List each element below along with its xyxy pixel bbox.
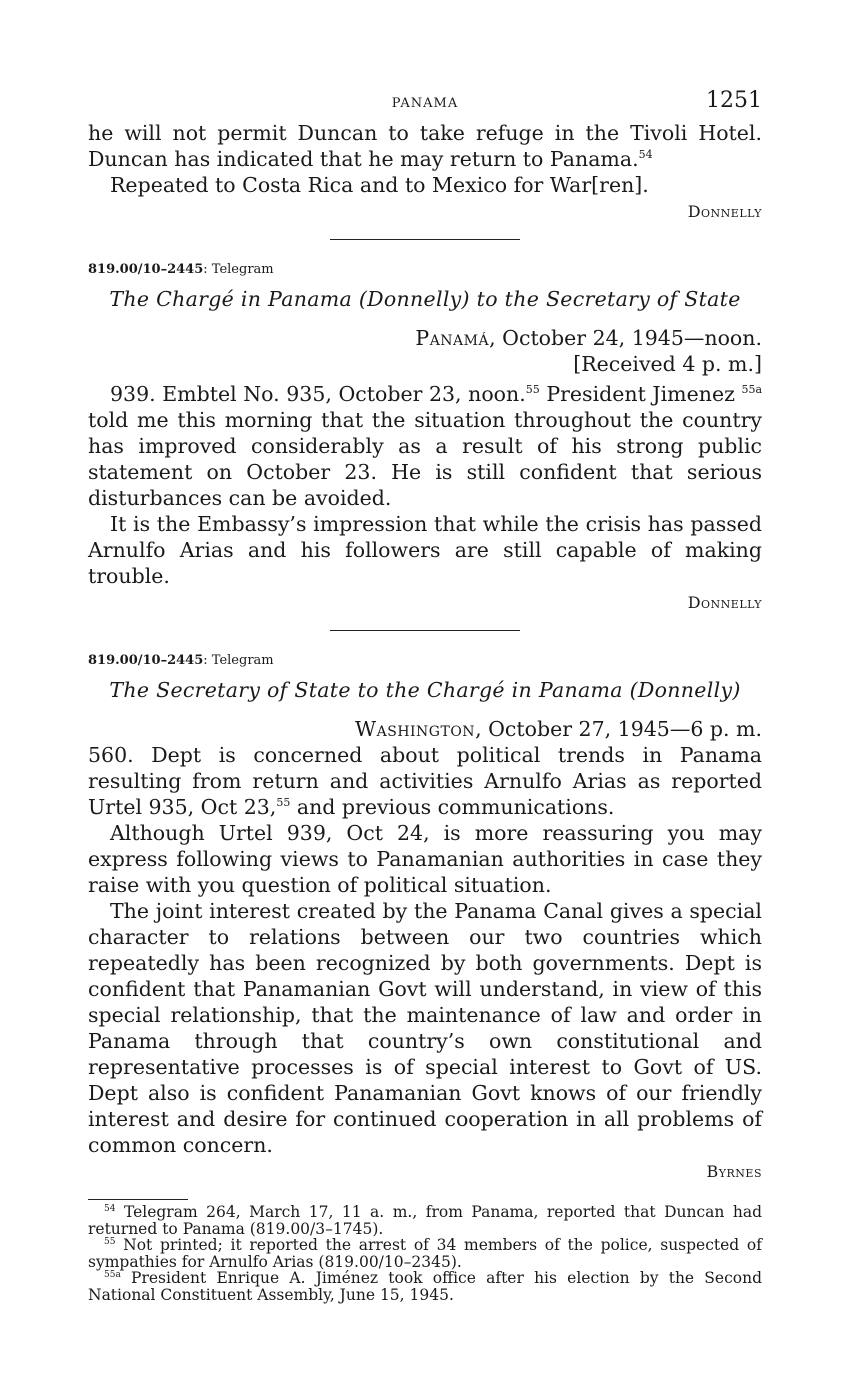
telegram-section-1	[88, 262, 762, 612]
footnote-mark: 55	[104, 1236, 116, 1247]
dateline	[88, 325, 762, 351]
footnote-text: Telegram 264, March 17, 11 a. m., from Panama, reported that Duncan had returned to Panama (819.00/3–1745).	[88, 1203, 762, 1238]
section-divider	[330, 630, 520, 631]
body-text: and previous communications.	[290, 795, 615, 819]
received-note: [Received 4 p. m.]	[573, 352, 762, 376]
signature: Donnelly	[687, 202, 762, 221]
footnote-ref-55: 55	[276, 796, 291, 810]
footnote-text: President Enrique A. Jiménez took office after his election by the Second National Constituent Assembly, June 15, 1945.	[88, 1269, 762, 1304]
telegram-heading: The Chargé in Panama (Donnelly) to the Secretary of State	[109, 287, 741, 311]
file-number-text: 819.00/10–2445	[88, 262, 204, 277]
footnote-ref-54: 54	[638, 148, 653, 162]
footnote-divider	[88, 1199, 188, 1200]
file-number	[88, 262, 762, 277]
document-type: : Telegram	[203, 653, 274, 668]
footnote	[88, 1237, 762, 1270]
body-paragraph: It is the Embassy’s impression that while the crisis has passed Arnulfo Arias and his followers are still capable of making trouble.	[88, 512, 762, 588]
body-paragraph: The joint interest created by the Panama Canal gives a special character to relations between our two countries which repeatedly has been recognized by both governments. Dept is confident that Panamanian Govt will understand, in view of this special relationship, that the maintenance of law and order in Panama through that country’s own constitutional and representative processes is of special interest to Govt of US. Dept also is confident Panamanian Govt knows of our friendly interest and desire for continued cooperation in all problems of common concern.	[88, 899, 762, 1157]
footnotes	[88, 1204, 762, 1303]
body-paragraph: Although Urtel 939, Oct 24, is more reassuring you may express following views to Panamanian authorities in case they raise with you question of political situation.	[88, 821, 762, 897]
place: Panamá	[415, 326, 490, 350]
date: , October 27, 1945—6 p. m.	[475, 717, 762, 741]
footnote	[88, 1204, 762, 1237]
telegram-heading: The Secretary of State to the Chargé in Panama (Donnelly)	[109, 678, 741, 702]
footnote-mark: 54	[104, 1203, 116, 1214]
telegram-section-2	[88, 653, 762, 1181]
page-header	[88, 86, 762, 120]
body-paragraph	[88, 742, 762, 820]
signature: Byrnes	[706, 1162, 762, 1181]
footnote-ref-55: 55	[525, 383, 540, 397]
body-text: 939. Embtel No. 935, October 23, noon.	[110, 382, 526, 406]
continuation-section	[88, 120, 762, 221]
footnote-mark: 55a	[104, 1269, 121, 1280]
page-number: 1251	[706, 88, 762, 113]
body-text: told me this morning that the situation throughout the country has improved considerably as a result of his strong public statement on October 23. He is still confident that serious disturbances can be avoided.	[88, 408, 762, 510]
signature: Donnelly	[687, 593, 762, 612]
file-number	[88, 653, 762, 668]
repeated-paragraph: Repeated to Costa Rica and to Mexico for War[ren].	[110, 173, 649, 197]
section-divider	[330, 239, 520, 240]
document-type: : Telegram	[203, 262, 274, 277]
document-page	[88, 86, 762, 1303]
continuation-paragraph	[88, 120, 762, 172]
footnote-ref-55a: 55a	[741, 383, 763, 397]
date: , October 24, 1945—noon.	[489, 326, 762, 350]
body-text: President Jimenez	[539, 382, 742, 406]
place: Washington	[355, 717, 476, 741]
footnote	[88, 1270, 762, 1303]
body-paragraph	[88, 381, 762, 511]
body-text: 560. Dept is concerned about political trends in Panama resulting from return and activities Arnulfo Arias as reported Urtel 935, Oct 23,	[88, 743, 762, 819]
dateline	[88, 716, 762, 742]
running-title: PANAMA	[391, 96, 459, 111]
continuation-text: he will not permit Duncan to take refuge in the Tivoli Hotel. Duncan has indicated that he may return to Panama.	[88, 121, 762, 171]
file-number-text: 819.00/10–2445	[88, 653, 204, 668]
footnote-text: Not printed; it reported the arrest of 34 members of the police, suspected of sympathies for Arnulfo Arias (819.00/10–2345).	[88, 1236, 762, 1271]
